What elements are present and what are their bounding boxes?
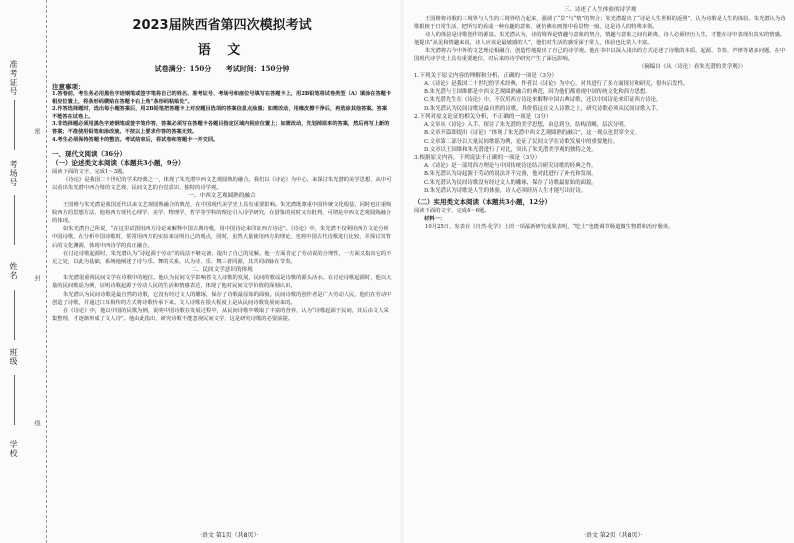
passage-paragraph: 《诗论》是我国二十世纪的学术经典之一，体现了朱光潜中西文艺观圆熟的融合。我们以《诗论》为中心，来探讨朱光潜的美学思想，从中可以看出朱光潜中西合璧的文艺观、民间文艺的自觉意识、独特的诗学观。: [52, 177, 392, 192]
question-stem: 1.下列关于原文内容的理解和分析，正确的一项是（3分）: [414, 72, 558, 79]
binding-line: [14, 290, 15, 340]
question-option: C.文章第二部分以大量民间歌谣为例，论证了民间文学在诗歌发展中的重要地位。: [424, 138, 619, 145]
question-option: D.文章以王国维和朱光潜进行了对比，突出了朱光潜美学观的独特之处。: [424, 146, 597, 153]
seal-char: 密: [33, 128, 40, 134]
read-instruction: 阅读下面的文字，完成1～3题。: [52, 169, 128, 176]
passage-paragraph: 朱光潜很重视民间文学在诗歌中的地位。他认为民间文学影响着文人诗歌的发展，民间的歌谣是诗歌的源头活水。在讨论诗歌起源时，他以大量的民间歌谣为例，证明诗歌起源于劳动人民的生活和情感表达，体现了他对民间文学价值的深刻认识。: [52, 275, 392, 290]
question-option: B.朱光潜与王国维都是中西文艺观圆熟融合的典范，因为他们都重视中国传统文化和西方思想。: [424, 89, 651, 96]
page-footer: ·语文 第2页（共8页）·: [584, 532, 643, 539]
binding-line: [14, 375, 15, 425]
subsection-heading: （一）论述类文本阅读（本题共3小题，9分）: [52, 159, 185, 168]
seal-char: 线: [33, 420, 40, 426]
passage-paragraph: 朱光潜将古今中外的文艺理论相融合，创造性地提出了自己的诗学观。他在书中以深入浅出的方式论述了诗歌的本质、起源、节奏、声律等诸多问题，在中国现代诗学史上具有重要地位，对后来的诗学研究产生了深远影响。: [414, 47, 786, 63]
note-item: 1.答卷前，考生务必用黑色字迹钢笔或签字笔将自己的姓名、准考证号、考场号和座位号填写在答题卡上，用2B铅笔将试卷类型（A）填涂在答题卡相应位置上，将条形码横贴在答题卡右上角“条形码粘贴处”。: [52, 91, 392, 105]
note-item: 2.作答选择题时，选出每小题答案后，用2B铅笔把答题卡上对应题目选项的答案信息点涂黑；如需改动，用橡皮擦干净后，再选涂其他答案。答案不能答在试卷上。: [52, 106, 388, 120]
passage-paragraph: 10月25日，发表在《自然·化学》上的一项最新研究成果表明，“吃土”也能调节肠道微生物群和治疗肠炎。: [425, 224, 674, 231]
binding-label: 班级: [9, 348, 18, 366]
passage-source: （摘编自《从〈诗论〉看朱光潜的美学观》）: [638, 64, 746, 71]
passage-subheading: 二、民间文学意识的体现: [191, 266, 253, 273]
page-1-content: [52, 12, 392, 323]
question-option: C.朱光潜认为民间诗歌没有经过文人的雕琢，保存了诗歌最原始的面貌。: [424, 179, 597, 186]
section-heading: 一、现代文阅读（36分）: [52, 150, 127, 159]
binding-line: [14, 100, 15, 150]
binding-label: 准考证号: [9, 60, 18, 96]
passage-subheading: 一、中西文艺观圆熟的融合: [188, 193, 256, 200]
note-item: 4.考生必须保持答题卡的整洁。考试结束后，将试卷和答题卡一并交回。: [52, 136, 219, 143]
binding-label: 姓名: [9, 262, 18, 280]
passage-paragraph: 如朱光潜自己所说，“在这里试图用西方诗论来解释中国古典诗歌，用中国诗论来印证西方诗论”。《诗论》中，朱光潜不仅利用西方文论分析中国诗歌，在分析中国诗歌时，常常用西方的实验来证明自己的观点，同时，虽然大量使用西方的理论，也将中国古代诗歌进行比较，并探讨其背后的文化渊源，体现中西诗学的真正融合。: [52, 226, 392, 249]
passage-paragraph: 朱光潜认为民间诗歌是最自然的诗歌，它没有经过文人的雕琢，保存了诗歌最原始的面貌。民间诗歌的创作者是广大劳动人民，他们在劳动中创造了诗歌，并通过口耳相传的方式将诗歌传承下来。文人诗歌在很大程度上是从民间诗歌发展而来的。: [52, 291, 392, 306]
question-option: A.文章从《诗论》入手，探讨了朱光潜的美学思想，由总到分，结构清晰，层次分明。: [424, 122, 630, 129]
exam-meta: [52, 64, 392, 74]
question-option: D.朱光潜认为民间诗歌是最自然的诗歌，其价值远在文人诗歌之上，研究诗歌必须从民间诗歌入手。: [424, 105, 662, 112]
passage-paragraph: 王国维与朱光潜是我国近代以来文艺观圆熟融合的典范，在中国现代美学史上具有重要影响。朱光潜既尊重中国传统文化根基，同时也注重吸收西方的思想方法，他将西方现代心理学、美学、物理学、哲学等学科的理论引入诗学研究，在借鉴的同时又有批判，可谓是中西文艺观圆熟融合的体现。: [52, 202, 392, 225]
exam-time: 考试时间：150分钟: [225, 64, 290, 73]
notes-title: 注意事项：: [52, 83, 85, 91]
seal-char: 封: [33, 275, 40, 281]
exam-score: 试卷满分：150分: [154, 64, 212, 73]
question-stem: 2.下列对原文论证的相关分析，不正确的一项是（3分）: [414, 113, 552, 120]
exam-title: 2023届陕西省第四次模拟考试: [132, 18, 312, 33]
binding-label: 考场号: [9, 160, 18, 187]
page-2-content: [414, 6, 786, 231]
question-option: D.朱光潜认为诗歌是人生的体验，诗人必须经历人生才能写出好诗。: [424, 187, 587, 194]
question-stem: 3.根据原文内容，下列说法不正确的一项是（3分）: [414, 154, 541, 161]
exam-page-2: [404, 0, 794, 543]
passage-paragraph: 在讨论诗歌起源时，朱光潜认为“诗起源于劳动”的说法不够完备，提出了自己的见解。他一方面肯定了劳动说的合理性，一方面又指出它的不足之处，以此为基础，系统地阐述了诗与乐、舞的关系，认为诗、乐、舞三者同源，其共同命脉在节奏。: [52, 250, 392, 265]
passage-subheading: 三、诗述了人生体验的诗学观: [563, 7, 637, 13]
note-item: 3.非选择题必须用黑色字迹钢笔或签字笔作答，答案必须写在答题卡各题目指定区域内相应位置上；如需改动，先划掉原来的答案，然后再写上新的答案；不准使用铅笔和涂改液。不按以上要求作答的答案无效。: [52, 121, 390, 135]
question-option: B.朱光潜认为诗起源于劳动的说法并不完备，他对此进行了补充和发展。: [424, 171, 597, 178]
read-instruction: 阅读下面的文字，完成4～6题。: [414, 208, 490, 215]
exam-subject: 语 文: [197, 43, 247, 58]
passage-paragraph: 王国维将诗歌的三境界与人生的三境界结合起来，强调了“景”与“情”的契合；朱光潜提出了“诗是人生世相的返照”，认为诗歌是人生的体验。朱光潜认为诗歌根植于日常生活，把所写的看成一种有趣的意象，就仿佛在画图中看景物一般，这是诗人的特殊本领。: [414, 15, 786, 30]
question-option: A.《诗论》是我国二十世纪的学术经典，作者以《诗论》为中心，对其进行了多方面探讨和研究，很有启发性。: [424, 81, 689, 88]
passage-paragraph: 诗人的体验是诗歌创作的源泉。朱光潜认为，诗的境界是情趣与意象的契合，情趣与意象之间有距离，诗人必须经历人生，才能在诗中表现出真实的情感。他提出“从见和情趣来说，诗人应该是最敏感的人”，他们对生活的感受深于常人，体验也比常人丰富。: [414, 31, 786, 46]
subsection-heading: （二）实用类文本阅读（本题共3小题，12分）: [414, 198, 552, 207]
passage-paragraph: 在《诗论》中，他以中国的民歌为例，说明中国诗歌在发展过程中，从民间诗歌中吸取了丰富的营养，认为“诗歌起源于民间，其后由文人采集整理，才逐渐形成了文人诗”。他由此指出，研究诗歌不能忽视民间文学，这是研究诗歌的必要前提。: [52, 307, 389, 322]
question-option: A.《诗论》是一部用西方理论与中国传统诗论结合研究诗歌的经典之作。: [424, 163, 597, 170]
material-label: 材料一：: [424, 216, 446, 223]
binding-line: [14, 195, 15, 245]
question-option: B.文章开篇即提出《诗论》“体现了朱光潜中西文艺观圆熟的融合”，这一观点也贯穿全文。: [424, 130, 641, 137]
binding-margin: [0, 0, 47, 543]
question-option: C.朱光潜先生在《诗论》中，不仅用西方诗论来解释中国古典诗歌，还以中国诗论来印证西方诗论。: [424, 97, 662, 104]
binding-label: 学校: [9, 440, 18, 458]
page-footer: ·语文 第1页（共8页）·: [200, 532, 259, 539]
